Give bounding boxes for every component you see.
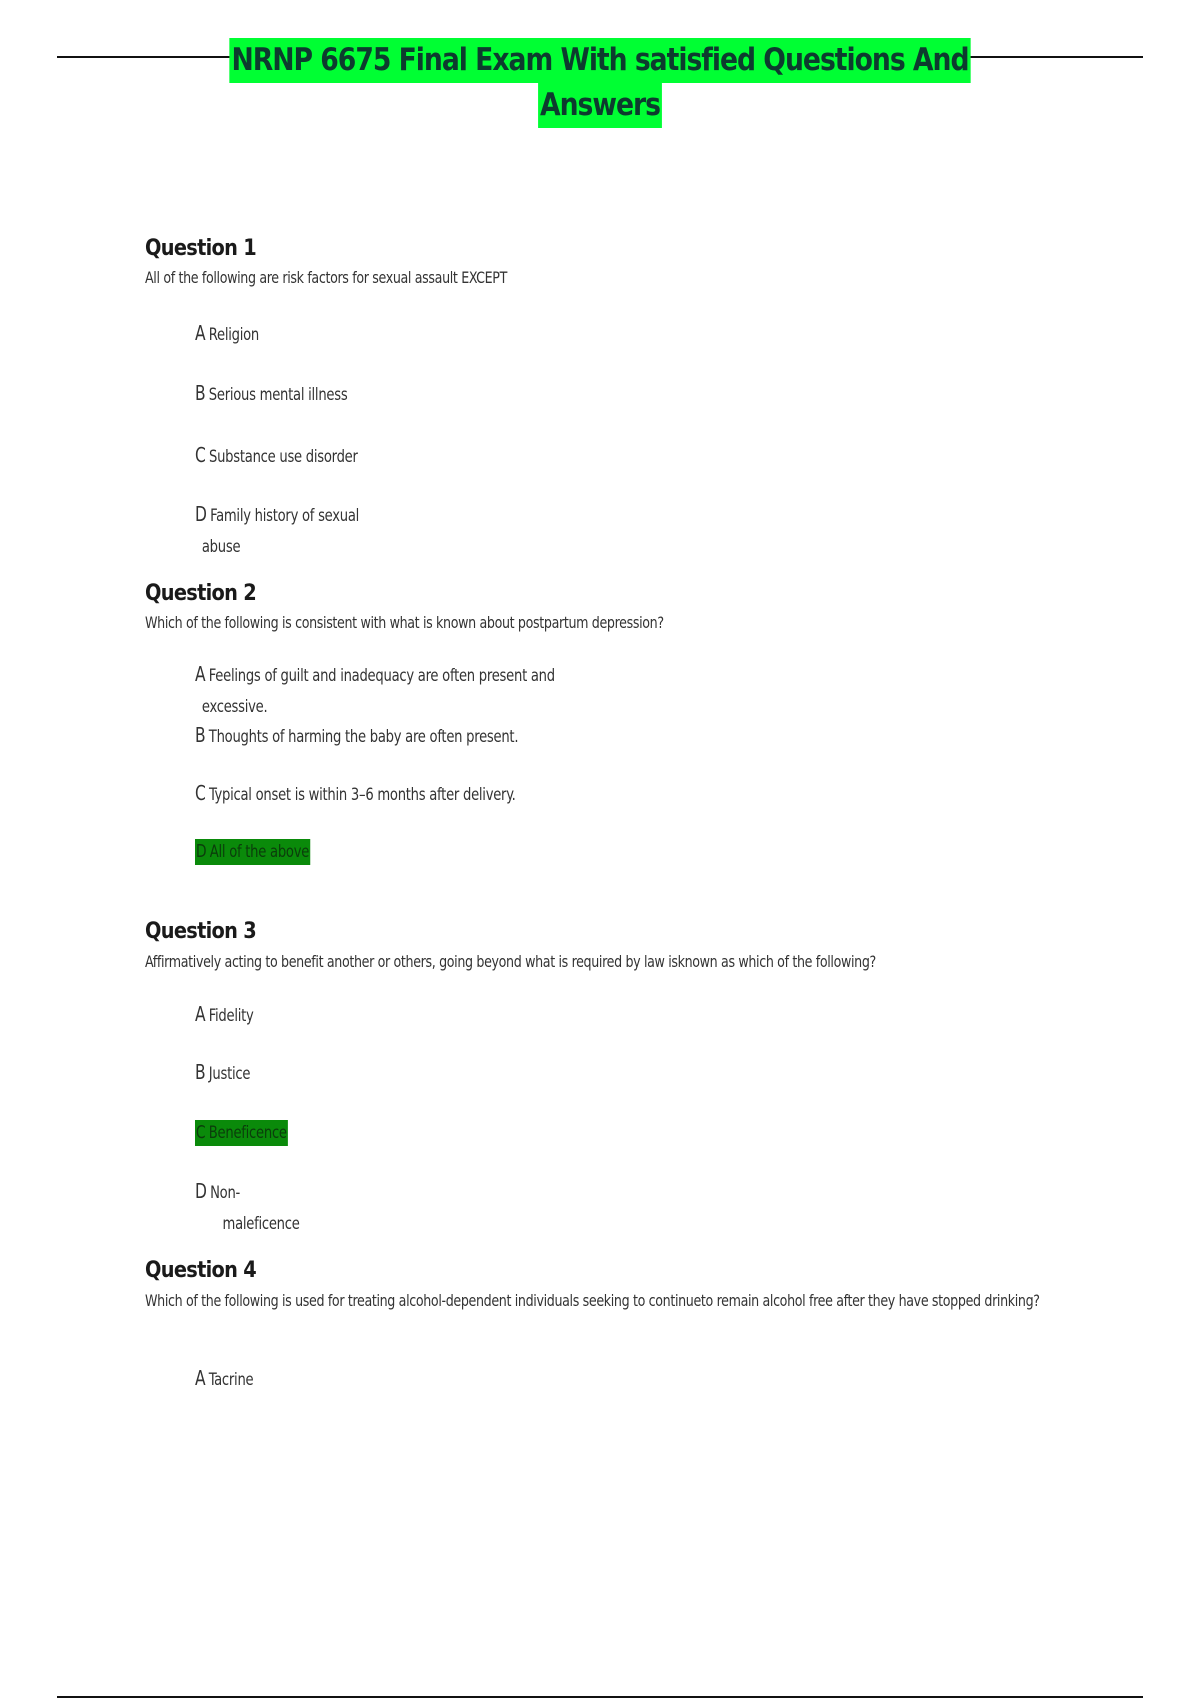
option-text-continued: abuse xyxy=(201,537,241,557)
option-letter: C xyxy=(195,1122,206,1143)
document-title xyxy=(84,38,1116,128)
question-3-option-a xyxy=(195,999,254,1031)
question-2-option-d-answer xyxy=(195,839,310,865)
option-text-continued: maleficence xyxy=(222,1214,300,1234)
option-letter: C xyxy=(195,781,206,805)
option-text: Typical onset is within 3–6 months after delivery. xyxy=(209,785,516,805)
question-2-text: Which of the following is consistent with what is known about postpartum depression? xyxy=(145,613,664,632)
question-1-text: All of the following are risk factors for sexual assault EXCEPT xyxy=(145,268,507,287)
question-1-heading: Question 1 xyxy=(145,236,257,261)
option-letter: A xyxy=(195,321,206,345)
option-letter: D xyxy=(195,841,207,862)
title-line-2: Answers xyxy=(538,83,661,128)
option-letter: B xyxy=(195,1060,206,1084)
option-text: Non- xyxy=(210,1183,241,1203)
question-1-option-c xyxy=(195,440,358,472)
option-text: Thoughts of harming the baby are often present. xyxy=(208,727,519,747)
option-text: Beneficence xyxy=(208,1123,287,1143)
question-3-option-c-answer xyxy=(195,1120,288,1146)
option-text: Substance use disorder xyxy=(209,447,358,467)
option-text: Serious mental illness xyxy=(208,385,348,405)
bottom-rule xyxy=(57,1696,1143,1698)
option-text: Feelings of guilt and inadequacy are often present and xyxy=(208,666,555,686)
question-2-option-b xyxy=(195,720,518,752)
option-letter: B xyxy=(195,381,206,405)
question-2-option-a xyxy=(195,659,555,723)
option-letter: D xyxy=(195,1179,207,1203)
question-4-heading: Question 4 xyxy=(145,1258,257,1283)
option-letter: D xyxy=(195,502,207,526)
question-3-option-d xyxy=(195,1176,300,1240)
question-2-option-c xyxy=(195,778,516,810)
option-text: All of the above xyxy=(209,842,310,862)
option-text: Tacrine xyxy=(208,1370,254,1390)
question-3-heading: Question 3 xyxy=(145,919,257,944)
question-1-option-d xyxy=(195,499,359,563)
title-line-1: NRNP 6675 Final Exam With satisfied Questions And xyxy=(230,38,971,83)
question-2-heading: Question 2 xyxy=(145,581,257,606)
question-4-text: Which of the following is used for treating alcohol-dependent individuals seeking to continueto remain alcohol free after they have stopped drinking? xyxy=(145,1291,1040,1310)
option-letter: C xyxy=(195,443,206,467)
option-text: Fidelity xyxy=(208,1006,254,1026)
question-1-option-b xyxy=(195,378,347,410)
option-letter: B xyxy=(195,723,206,747)
question-3-text: Affirmatively acting to benefit another or others, going beyond what is required by law isknown as which of the following? xyxy=(145,952,876,971)
option-text: Religion xyxy=(208,325,259,345)
question-3-option-b xyxy=(195,1057,250,1089)
option-letter: A xyxy=(195,1366,206,1390)
option-text: Justice xyxy=(208,1064,251,1084)
option-letter: A xyxy=(195,1002,206,1026)
option-letter: A xyxy=(195,662,206,686)
question-1-option-a xyxy=(195,318,259,350)
question-4-option-a xyxy=(195,1363,253,1395)
option-text-continued: excessive. xyxy=(201,697,268,717)
option-text: Family history of sexual xyxy=(210,506,360,526)
